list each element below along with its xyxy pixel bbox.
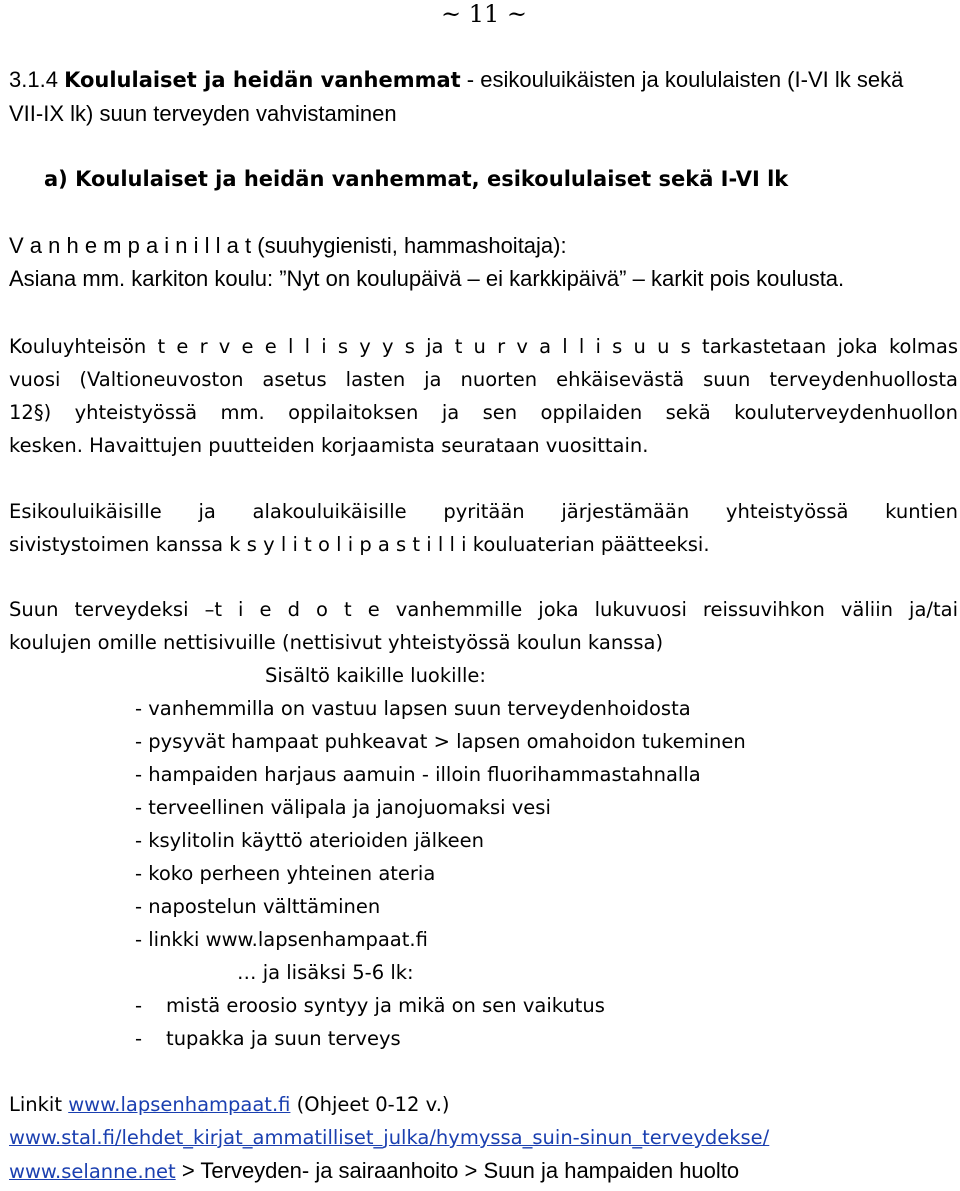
section-number: 3.1.4 <box>9 67 58 92</box>
links-line2 <box>9 1126 769 1149</box>
content-item: - napostelun välttäminen <box>135 895 381 918</box>
paragraph2-line2: sivistystoimen kanssa k s y l i t o l i p a s t i l l i kouluaterian päätteeksi. <box>9 533 710 556</box>
extra-item-text: tupakka ja suun terveys <box>166 1027 401 1050</box>
content-item: - koko perheen yhteinen ateria <box>135 862 436 885</box>
extra-item-text: mistä eroosio syntyy ja mikä on sen vaikutus <box>166 994 605 1017</box>
extra-item <box>135 994 605 1017</box>
link-selanne[interactable]: www.selanne.net <box>9 1160 176 1183</box>
paragraph3-line1: Suun terveydeksi –t i e d o t e vanhemmille joka lukuvuosi reissuvihkon väliin ja/tai <box>9 598 958 621</box>
content-item: - hampaiden harjaus aamuin - illoin fluorihammastahnalla <box>135 763 701 786</box>
paragraph2-line1: Esikouluikäisille ja alakouluikäisille pyritään järjestämään yhteistyössä kuntien <box>9 500 958 523</box>
link-stal[interactable]: www.stal.fi/lehdet_kirjat_ammatilliset_julka/hymyssa_suin-sinun_terveydekse/ <box>9 1126 770 1149</box>
paragraph1-line2: vuosi (Valtioneuvoston asetus lasten ja nuorten ehkäisevästä suun terveydenhuollosta <box>9 368 958 391</box>
section-heading-line1 <box>9 67 903 93</box>
link-selanne-rest: > Terveyden- ja sairaanhoito > Suun ja hampaiden huolto <box>175 1158 740 1183</box>
links-line3 <box>9 1158 739 1184</box>
vanhempainillat-line1 <box>9 233 567 259</box>
paragraph1-line1: Kouluyhteisön t e r v e e l l i s y y s ja t u r v a l l i s u u s tarkastetaan joka kolmas <box>9 335 958 358</box>
paragraph3-line2: koulujen omille nettisivuille (nettisivut yhteistyössä koulun kanssa) <box>9 631 664 654</box>
vanhempainillat-rest: (suuhygienisti, hammashoitaja): <box>251 233 567 258</box>
section-heading-line2: VII-IX lk) suun terveyden vahvistaminen <box>9 101 397 126</box>
links-prefix: Linkit <box>9 1093 69 1116</box>
link-lapsenhampaat-note: (Ohjeet 0-12 v.) <box>290 1093 450 1116</box>
subsection-a-heading: a) Koululaiset ja heidän vanhemmat, esikoululaiset sekä I-VI lk <box>44 167 789 191</box>
extra-item-dash: - <box>135 994 143 1017</box>
content-heading: Sisältö kaikille luokille: <box>265 664 486 687</box>
link-lapsenhampaat[interactable]: www.lapsenhampaat.fi <box>68 1093 291 1116</box>
paragraph1-line4: kesken. Havaittujen puutteiden korjaamista seurataan vuosittain. <box>9 434 649 457</box>
content-item: - vanhemmilla on vastuu lapsen suun terveydenhoidosta <box>135 697 691 720</box>
content-item: - terveellinen välipala ja janojuomaksi vesi <box>135 796 551 819</box>
section-title-rest: - esikouluikäisten ja koululaisten (I-VI lk sekä <box>460 67 904 92</box>
vanhempainillat-line2: Asiana mm. karkiton koulu: ”Nyt on koulupäivä – ei karkkipäivä” – karkit pois koulusta. <box>9 266 845 291</box>
extra-heading: … ja lisäksi 5-6 lk: <box>237 961 414 984</box>
vanhempainillat-spaced: V a n h e m p a i n i l l a t <box>9 233 252 258</box>
paragraph1-line3: 12§) yhteistyössä mm. oppilaitoksen ja sen oppilaiden sekä kouluterveydenhuollon <box>9 401 958 424</box>
links-line1 <box>9 1093 450 1116</box>
page-number: ~ 11 ~ <box>441 0 528 28</box>
content-item: - linkki www.lapsenhampaat.fi <box>135 928 428 951</box>
section-title-bold: Koululaiset ja heidän vanhemmat <box>64 68 461 92</box>
extra-item-dash: - <box>135 1027 143 1050</box>
content-item: - pysyvät hampaat puhkeavat > lapsen omahoidon tukeminen <box>135 730 746 753</box>
content-item: - ksylitolin käyttö aterioiden jälkeen <box>135 829 484 852</box>
extra-item <box>135 1027 401 1050</box>
